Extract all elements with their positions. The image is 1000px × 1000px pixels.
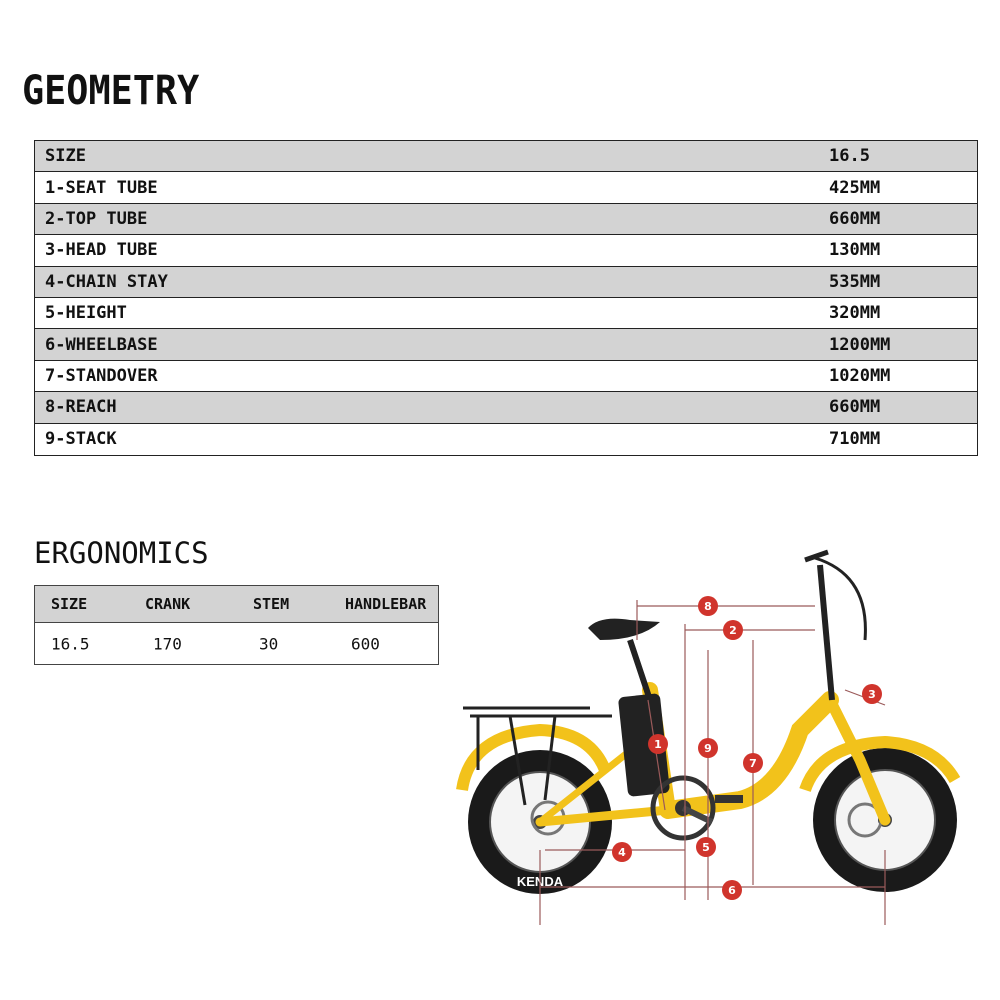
- row-label: 3-HEAD TUBE: [45, 240, 158, 261]
- value-handlebar: 600: [351, 634, 380, 653]
- table-row: [35, 141, 977, 172]
- marker-5-label: 5: [702, 841, 710, 854]
- table-row: [35, 235, 977, 266]
- ergonomics-title: ERGONOMICS: [34, 536, 209, 570]
- value-crank: 170: [153, 634, 182, 653]
- row-value: 320MM: [829, 303, 881, 324]
- marker-4-label: 4: [618, 846, 626, 859]
- marker-8: [698, 596, 718, 616]
- table-row: [35, 172, 977, 203]
- marker-7-label: 7: [749, 757, 757, 770]
- value-stem: 30: [259, 634, 279, 653]
- table-row: [35, 298, 977, 329]
- row-value: 425MM: [829, 177, 881, 198]
- header-crank: CRANK: [145, 595, 191, 613]
- row-label: 5-HEIGHT: [45, 303, 127, 324]
- row-value: 660MM: [829, 208, 881, 229]
- bike-geometry-diagram: [440, 540, 1000, 930]
- value-size: 16.5: [51, 634, 90, 653]
- row-value: 710MM: [829, 429, 881, 450]
- measurement-lines: [540, 600, 885, 925]
- table-row: [35, 424, 977, 455]
- row-value: 535MM: [829, 271, 881, 292]
- table-row: [35, 361, 977, 392]
- header-stem: STEM: [253, 595, 290, 613]
- table-row: [35, 392, 977, 423]
- header-size: SIZE: [51, 595, 88, 613]
- row-label: 2-TOP TUBE: [45, 208, 148, 229]
- marker-3: [862, 684, 882, 704]
- marker-9: [698, 738, 718, 758]
- marker-3-label: 3: [868, 688, 876, 701]
- row-value: 130MM: [829, 240, 881, 261]
- row-label: 1-SEAT TUBE: [45, 177, 158, 198]
- marker-9-label: 9: [704, 742, 712, 755]
- row-label: SIZE: [45, 146, 86, 167]
- marker-4: [612, 842, 632, 862]
- marker-7: [743, 753, 763, 773]
- row-value: 1200MM: [829, 334, 891, 355]
- marker-1-label: 1: [654, 738, 662, 751]
- seatpost: [630, 640, 650, 700]
- row-label: 9-STACK: [45, 429, 117, 450]
- marker-8-label: 8: [704, 600, 712, 613]
- marker-5: [696, 837, 716, 857]
- row-value: 16.5: [829, 146, 870, 167]
- marker-6-label: 6: [728, 884, 736, 897]
- row-value: 1020MM: [829, 365, 891, 386]
- marker-6: [722, 880, 742, 900]
- ergonomics-header-row: [35, 586, 438, 623]
- header-handlebar: HANDLEBAR: [345, 595, 427, 613]
- stem: [820, 565, 832, 700]
- row-label: 7-STANDOVER: [45, 365, 158, 386]
- marker-1: [648, 734, 668, 754]
- row-label: 4-CHAIN STAY: [45, 271, 168, 292]
- tire-brand-text: KENDA: [516, 874, 564, 889]
- geometry-title: GEOMETRY: [22, 68, 200, 114]
- table-row: [35, 267, 977, 298]
- row-label: 8-REACH: [45, 397, 117, 418]
- ergonomics-table: [34, 585, 439, 665]
- geometry-table: [34, 140, 978, 456]
- row-value: 660MM: [829, 397, 881, 418]
- saddle: [588, 619, 660, 640]
- ergonomics-value-row: [35, 623, 438, 664]
- marker-2: [723, 620, 743, 640]
- table-row: [35, 329, 977, 360]
- row-label: 6-WHEELBASE: [45, 334, 158, 355]
- table-row: [35, 204, 977, 235]
- marker-2-label: 2: [729, 624, 737, 637]
